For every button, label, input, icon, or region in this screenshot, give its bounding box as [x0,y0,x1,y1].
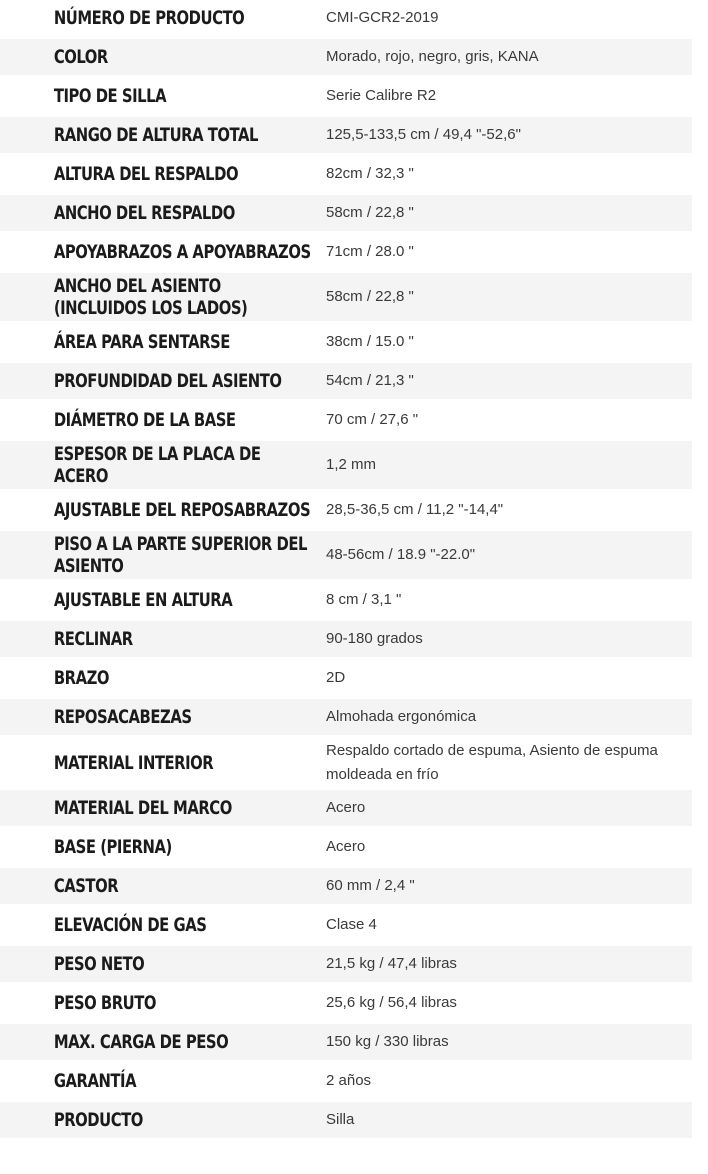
spec-value: Serie Calibre R2 [326,87,437,104]
spec-label: PRODUCTO [53,1109,143,1131]
spec-row [0,946,692,985]
spec-label: BASE (PIERNA) [53,836,172,858]
spec-label: AJUSTABLE EN ALTURA [53,589,233,611]
spec-value: 125,5-133,5 cm / 49,4 "-52,6" [326,126,521,143]
spec-label: ELEVACIÓN DE GAS [53,914,207,936]
spec-row [0,0,692,39]
spec-row [0,78,692,117]
spec-value: 70 cm / 27,6 " [326,411,419,428]
spec-row [0,363,692,402]
spec-label: NÚMERO DE PRODUCTO [53,7,245,29]
spec-label-line: (INCLUIDOS LOS LADOS) [53,297,248,319]
spec-row [0,441,692,492]
spec-label: RECLINAR [53,628,133,650]
spec-value: 25,6 kg / 56,4 libras [326,994,457,1011]
spec-value: Acero [326,799,366,816]
spec-row [0,1102,692,1141]
spec-value: Silla [326,1111,355,1128]
spec-row [0,829,692,868]
spec-value: 2D [326,669,346,686]
spec-row [0,402,692,441]
spec-row [0,324,692,363]
spec-row [0,234,692,273]
spec-label-line: ASIENTO [53,555,124,577]
spec-value: 150 kg / 330 libras [326,1033,449,1050]
spec-row [0,1024,692,1063]
spec-label: COLOR [53,46,108,68]
spec-label-line: PISO A LA PARTE SUPERIOR DEL [53,533,308,555]
spec-label: DIÁMETRO DE LA BASE [53,409,236,431]
spec-value: Morado, rojo, negro, gris, KANA [326,48,539,65]
spec-row [0,738,692,790]
spec-value: 21,5 kg / 47,4 libras [326,955,457,972]
spec-value: 54cm / 21,3 " [326,372,414,389]
spec-value: 48-56cm / 18.9 "-22.0" [326,546,476,563]
spec-label: PESO NETO [53,953,145,975]
spec-label-line: ANCHO DEL ASIENTO [53,275,221,297]
spec-row [0,907,692,946]
spec-value: Clase 4 [326,916,377,933]
spec-label-line: ACERO [53,465,108,487]
spec-row [0,1063,692,1102]
spec-row [0,985,692,1024]
spec-label-line: ESPESOR DE LA PLACA DE [53,443,261,465]
spec-value: 58cm / 22,8 " [326,288,414,305]
spec-label: AJUSTABLE DEL REPOSABRAZOS [53,499,311,521]
spec-label: PROFUNDIDAD DEL ASIENTO [53,370,282,392]
spec-value: 38cm / 15.0 " [326,333,414,350]
spec-value: 71cm / 28.0 " [326,243,414,260]
spec-value: 1,2 mm [326,456,377,473]
spec-label: MATERIAL DEL MARCO [53,797,232,819]
spec-row [0,117,692,156]
spec-label: MATERIAL INTERIOR [53,751,214,774]
spec-row [0,195,692,234]
spec-label: PESO BRUTO [53,992,157,1014]
spec-label: CASTOR [53,875,119,897]
spec-row [0,531,692,582]
spec-row [0,582,692,621]
spec-row [0,699,692,738]
spec-row [0,273,692,324]
spec-label: RANGO DE ALTURA TOTAL [53,124,259,146]
spec-label: REPOSACABEZAS [53,706,192,728]
spec-value: 28,5-36,5 cm / 11,2 "-14,4" [326,501,504,518]
spec-label: GARANTÍA [53,1070,137,1092]
spec-row [0,660,692,699]
spec-label [0,443,261,487]
spec-row [0,621,692,660]
spec-label: ANCHO DEL RESPALDO [53,202,235,224]
spec-label: BRAZO [53,667,110,689]
spec-label: MAX. CARGA DE PESO [53,1031,229,1053]
spec-value: 8 cm / 3,1 " [326,591,402,608]
spec-label [0,275,254,319]
spec-row [0,868,692,907]
spec-value: 58cm / 22,8 " [326,204,414,221]
spec-value: Acero [326,838,366,855]
spec-value: CMI-GCR2-2019 [326,9,439,26]
spec-label: ALTURA DEL RESPALDO [53,163,239,185]
spec-value: Respaldo cortado de espuma, Asiento de espuma moldeada en frío [326,741,658,783]
spec-row [0,790,692,829]
spec-value: 82cm / 32,3 " [326,165,414,182]
spec-label: TIPO DE SILLA [53,85,167,107]
spec-row [0,39,692,78]
spec-value: 90-180 grados [326,630,423,647]
spec-value: 60 mm / 2,4 " [326,877,415,894]
spec-row [0,156,692,195]
spec-label: APOYABRAZOS A APOYABRAZOS [53,241,311,263]
spec-value: Almohada ergonómica [326,708,477,725]
spec-row [0,492,692,531]
spec-value: 2 años [326,1072,372,1089]
spec-label: ÁREA PARA SENTARSE [53,331,230,353]
spec-label [0,533,308,577]
